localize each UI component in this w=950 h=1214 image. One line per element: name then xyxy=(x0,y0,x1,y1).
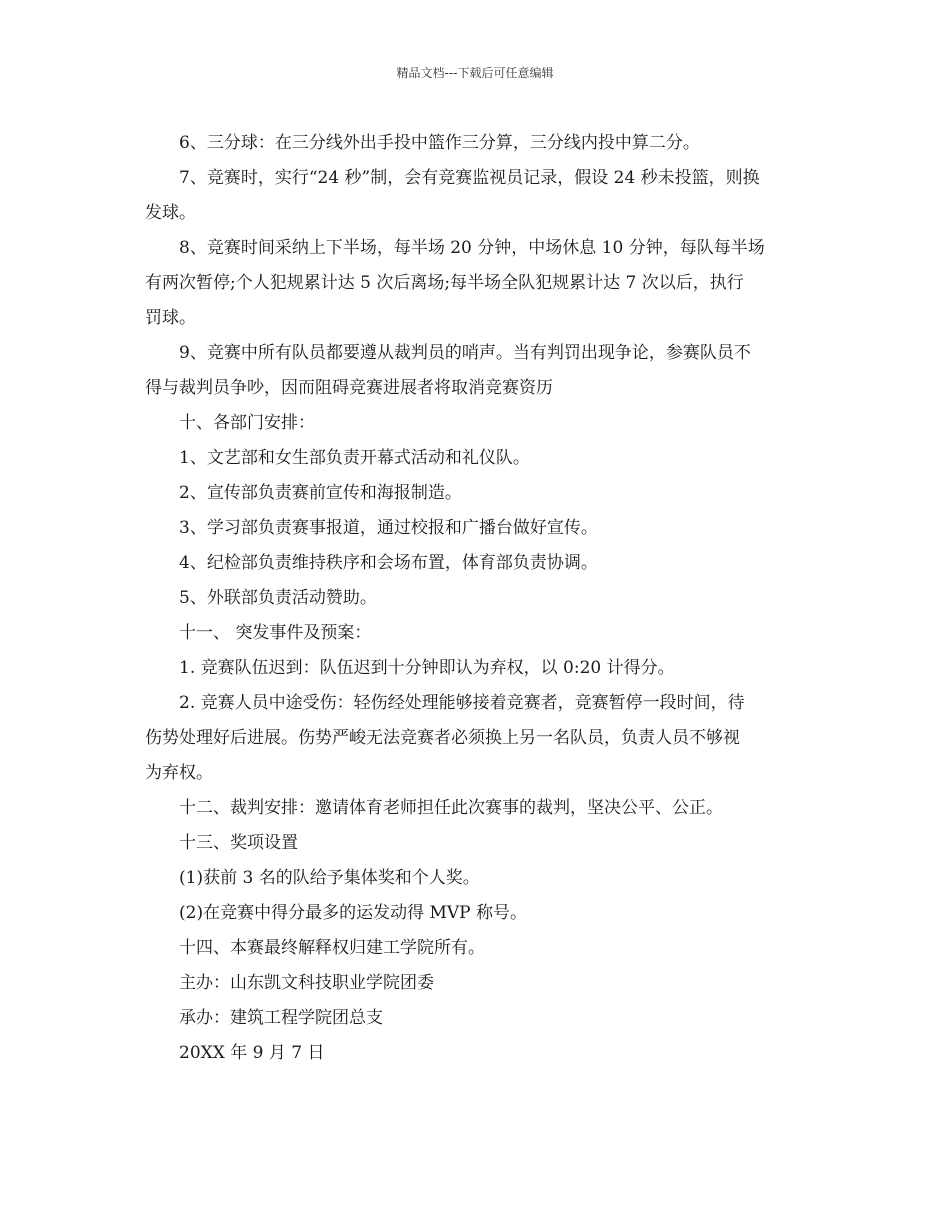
paragraph xyxy=(145,791,807,826)
text-line: 9、竞赛中所有队员都要遵从裁判员的哨声。当有判罚出现争论，参赛队员不 xyxy=(179,343,751,363)
text-line: 承办：建筑工程学院团总支 xyxy=(179,1008,383,1028)
paragraph xyxy=(145,931,807,966)
text-line: 2. 竞赛人员中途受伤：轻伤经处理能够接着竞赛者，竞赛暂停一段时间，待 xyxy=(179,693,745,713)
paragraph xyxy=(145,546,807,581)
text-line: (1)获前 3 名的队给予集体奖和个人奖。 xyxy=(179,868,480,888)
text-line: 3、学习部负责赛事报道，通过校报和广播台做好宣传。 xyxy=(179,518,598,538)
paragraph xyxy=(145,1001,807,1036)
text-line: 有两次暂停;个人犯规累计达 5 次后离场;每半场全队犯规累计达 7 次以后，执行 xyxy=(145,273,744,293)
paragraph xyxy=(145,231,807,336)
text-line: 1. 竞赛队伍迟到：队伍迟到十分钟即认为弃权，以 0:20 计得分。 xyxy=(179,658,675,678)
text-line: 主办：山东凯文科技职业学院团委 xyxy=(179,973,434,993)
paragraph xyxy=(145,511,807,546)
text-line: 十四、本赛最终解释权归建工学院所有。 xyxy=(179,938,485,958)
paragraph xyxy=(145,581,807,616)
paragraph xyxy=(145,616,807,651)
text-line: 5、外联部负责活动赞助。 xyxy=(179,588,377,608)
text-line: 罚球。 xyxy=(145,308,196,328)
text-line: 为弃权。 xyxy=(145,763,213,783)
text-line: 6、三分球：在三分线外出手投中篮作三分算，三分线内投中算二分。 xyxy=(179,133,700,153)
document-body xyxy=(145,126,807,1071)
paragraph xyxy=(145,861,807,896)
paragraph xyxy=(145,441,807,476)
paragraph xyxy=(145,896,807,931)
text-line: 得与裁判员争吵，因而阻碍竞赛进展者将取消竞赛资历 xyxy=(145,378,553,398)
paragraph xyxy=(145,966,807,1001)
text-line: 8、竞赛时间采纳上下半场，每半场 20 分钟，中场休息 10 分钟，每队每半场 xyxy=(179,238,765,258)
text-line: 20XX 年 9 月 7 日 xyxy=(179,1043,325,1063)
paragraph xyxy=(145,336,807,406)
text-line: 十、各部门安排： xyxy=(179,413,315,433)
text-line: 7、竞赛时，实行“24 秒”制，会有竞赛监视员记录，假设 24 秒未投篮，则换 xyxy=(179,168,760,188)
text-line: 伤势处理好后进展。伤势严峻无法竞赛者必须换上另一名队员，负责人员不够视 xyxy=(145,728,740,748)
text-line: 2、宣传部负责赛前宣传和海报制造。 xyxy=(179,483,462,503)
paragraph xyxy=(145,826,807,861)
text-line: 4、纪检部负责维持秩序和会场布置，体育部负责协调。 xyxy=(179,553,598,573)
text-line: 十一、 突发事件及预案： xyxy=(179,623,372,643)
text-line: 1、文艺部和女生部负责开幕式活动和礼仪队。 xyxy=(179,448,530,468)
paragraph xyxy=(145,1036,807,1071)
text-line: 十二、裁判安排：邀请体育老师担任此次赛事的裁判，坚决公平、公正。 xyxy=(179,798,723,818)
paragraph xyxy=(145,686,807,791)
paragraph xyxy=(145,126,807,161)
text-line: (2)在竞赛中得分最多的运发动得 MVP 称号。 xyxy=(179,903,528,923)
paragraph xyxy=(145,651,807,686)
paragraph xyxy=(145,406,807,441)
text-line: 发球。 xyxy=(145,203,196,223)
page-header: 精品文档---下载后可任意编辑 xyxy=(396,66,554,80)
paragraph xyxy=(145,161,807,231)
text-line: 十三、奖项设置 xyxy=(179,833,298,853)
paragraph xyxy=(145,476,807,511)
